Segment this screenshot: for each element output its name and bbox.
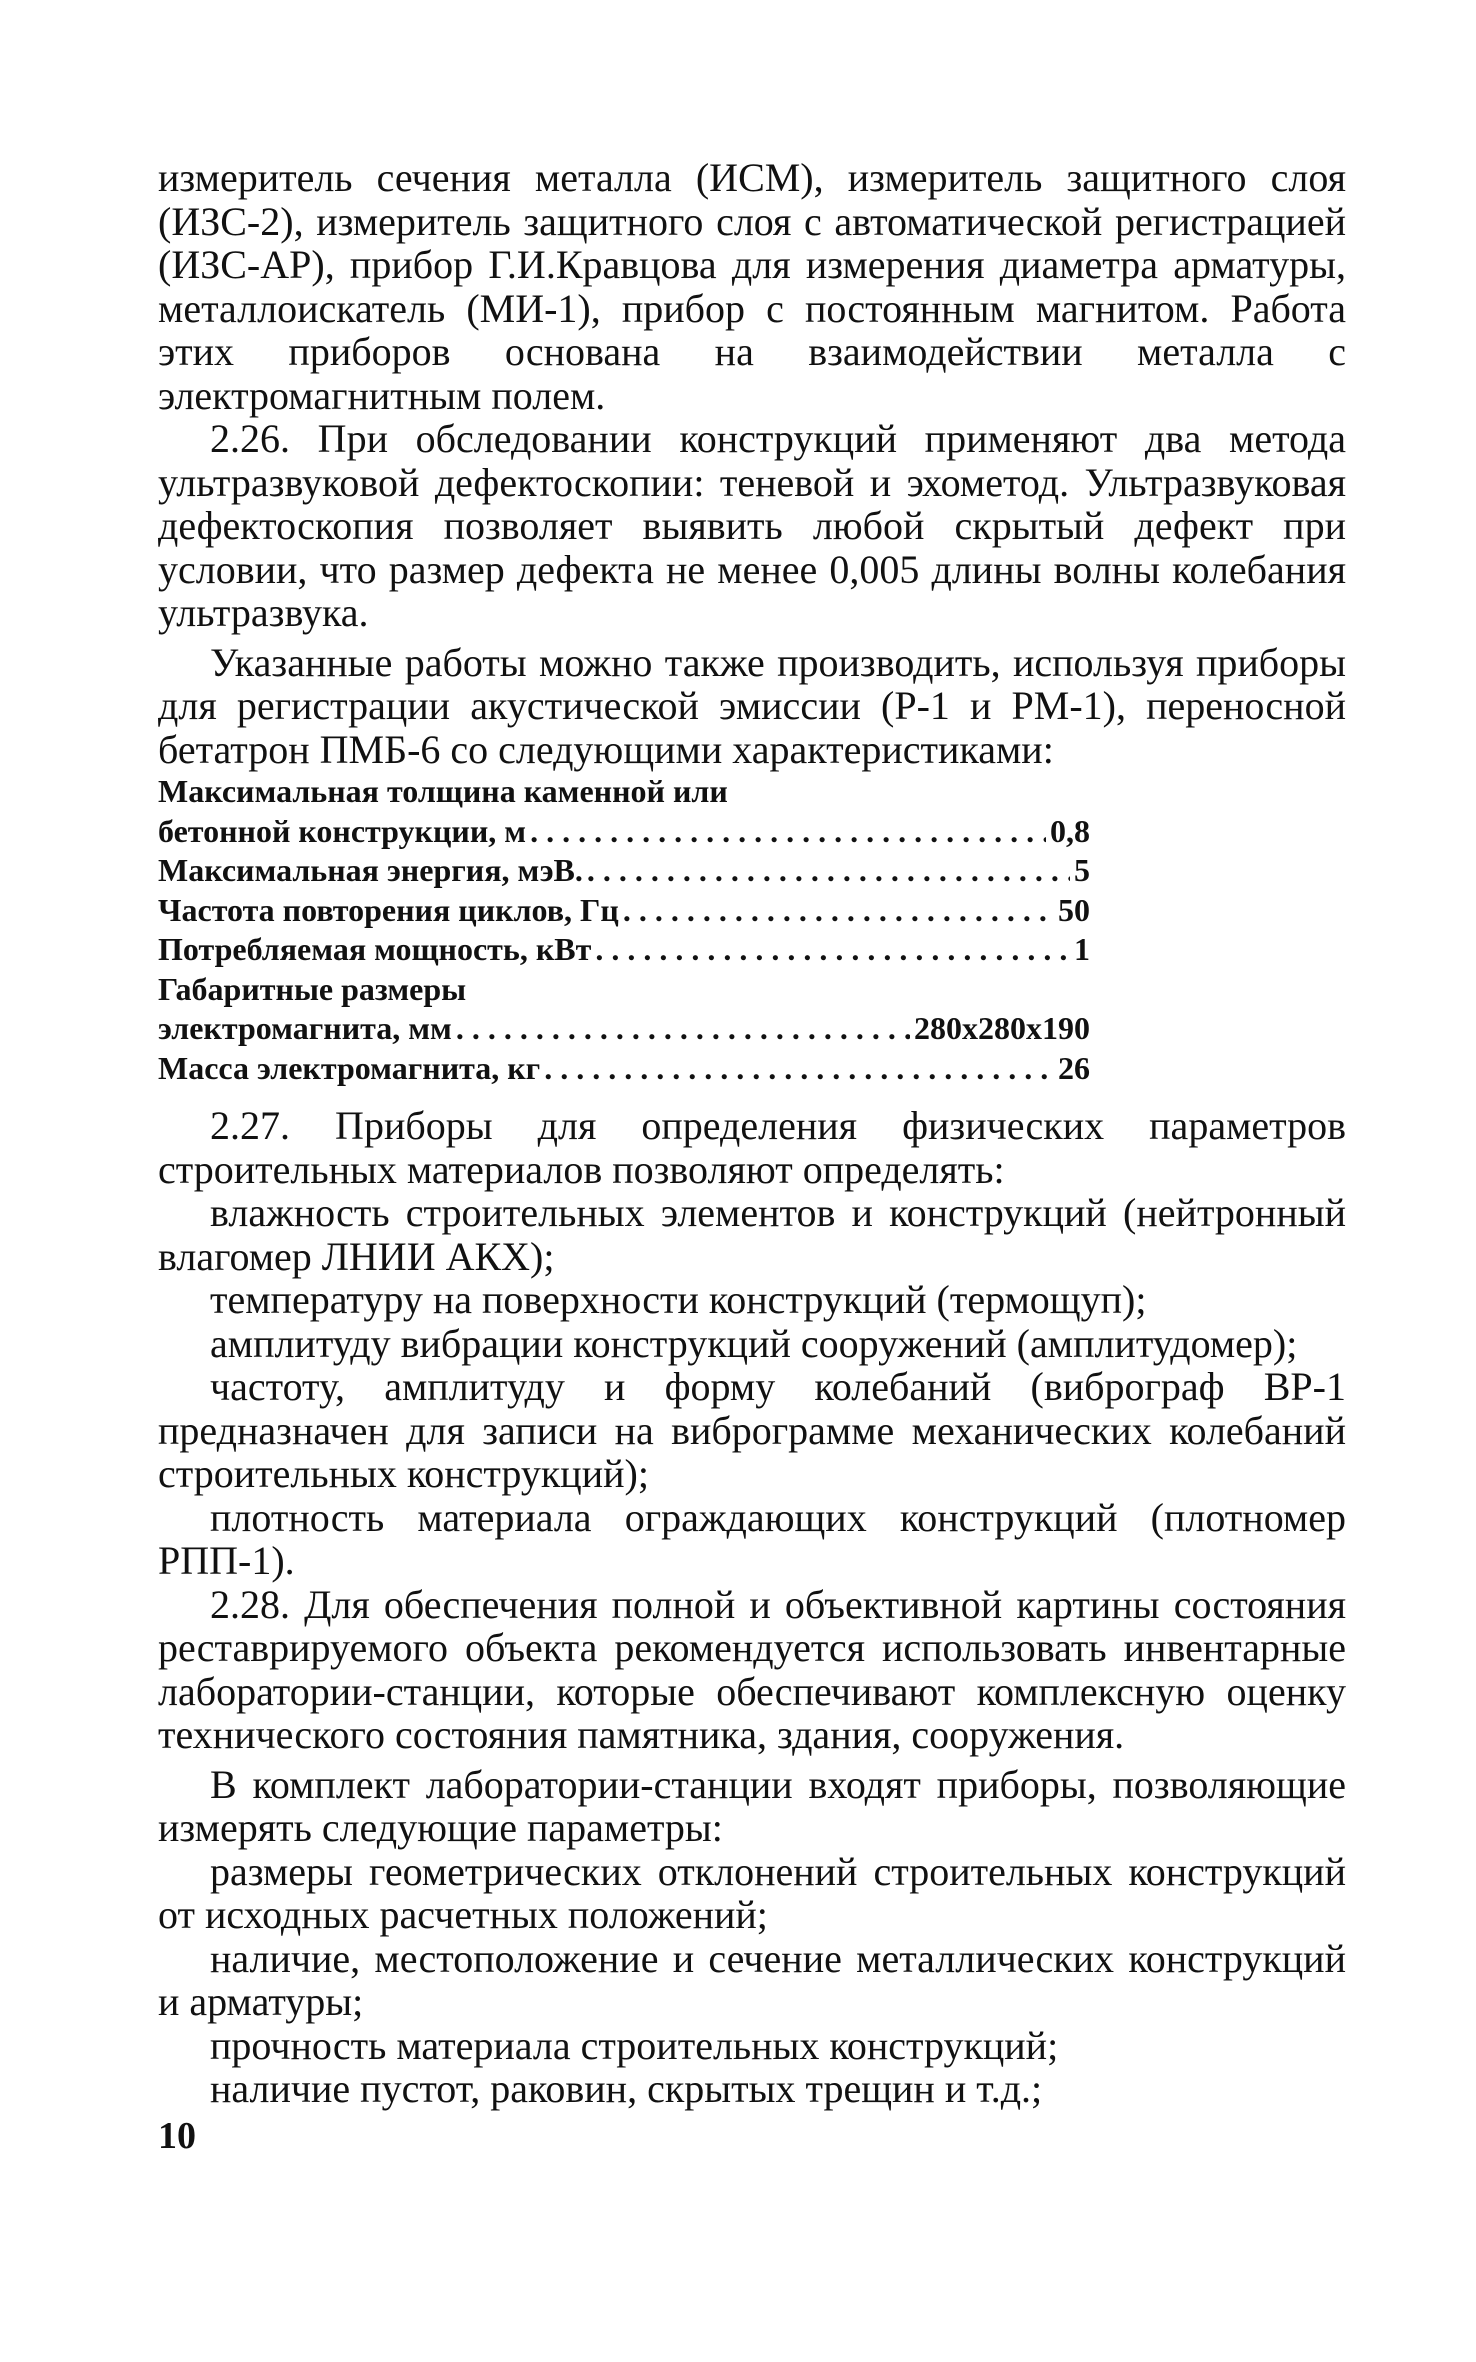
spec-row: [158, 812, 1090, 852]
leader-dots: [456, 1009, 910, 1049]
top-text-block: [158, 156, 1346, 771]
list-item-vibration: частоту, амплитуду и форму колебаний (виброграф ВР-1 предназначен для записи на виброграмме механических колебаний строительных конструкций);: [158, 1364, 1346, 1496]
leader-dots: [544, 1049, 1054, 1089]
spec-name: Потребляемая мощность, кВт: [158, 931, 592, 967]
spec-value: 280х280х190: [914, 1010, 1090, 1046]
spec-value: 0,8: [1050, 812, 1090, 849]
spec-row: [158, 851, 1090, 891]
list-item-strength: прочность материала строительных конструкций;: [210, 2022, 1059, 2068]
spec-value: 1: [1074, 931, 1090, 967]
spec-row: [158, 891, 1090, 931]
spec-value: 50: [1058, 891, 1090, 928]
leader-dots: [587, 851, 1070, 891]
leader-dots: [623, 891, 1054, 931]
spec-row: [158, 1009, 1090, 1049]
spec-row: [158, 1049, 1090, 1089]
list-item-temperature: температуру на поверхности конструкций (термощуп);: [210, 1277, 1147, 1322]
spec-row: [158, 930, 1090, 970]
spec-name: бетонной конструкции, м: [158, 812, 527, 849]
paragraph-betatron: Указанные работы можно также производить, используя приборы для регистрации акустической эмиссии (Р-1 и РМ-1), переносной бетатрон ПМБ-6 со следующими характеристиками:: [158, 639, 1346, 772]
list-item-moisture: влажность строительных элементов и конструкций (нейтронный влагомер ЛНИИ АКХ);: [158, 1190, 1346, 1279]
list-item-voids: наличие пустот, раковин, скрытых трещин и т.д.;: [210, 2066, 1043, 2111]
spec-name: Масса электромагнита, кг: [158, 1049, 541, 1086]
spec-value: 5: [1074, 852, 1090, 888]
leader-dots: [530, 812, 1046, 852]
bottom-text-block: [158, 1104, 1346, 2111]
spec-name: Максимальная толщина каменной или: [158, 773, 728, 809]
list-item-amplitude: амплитуду вибрации конструкций сооружений (амплитудомер);: [210, 1320, 1298, 1366]
paragraph-lab-kit: В комплект лаборатории-станции входят приборы, позволяющие измерять следующие параметры:: [158, 1761, 1346, 1850]
page-number: 10: [158, 2115, 196, 2157]
spec-row: [158, 772, 1090, 812]
paragraph-2-28: 2.28. Для обеспечения полной и объективной картины состояния реставрируемого объекта рекомендуется использовать инвентарные лаборатории-станции, которые обеспечивают комплексную оценку технического состояния памятника, здания, сооружения.: [158, 1581, 1346, 1757]
spec-name: Частота повторения циклов, Гц: [158, 891, 619, 928]
spec-value: 26: [1058, 1049, 1090, 1086]
spec-name: электромагнита, мм: [158, 1010, 452, 1046]
spec-name: Габаритные размеры: [158, 970, 467, 1007]
list-item-metal: наличие, местоположение и сечение металлических конструкций и арматуры;: [158, 1935, 1346, 2024]
paragraph-2-27: 2.27. Приборы для определения физических параметров строительных материалов позволяют определять:: [158, 1103, 1346, 1192]
list-item-geometry: размеры геометрических отклонений строительных конструкций от исходных расчетных положений;: [158, 1848, 1346, 1937]
paragraph-instruments-list: измеритель сечения металла (ИСМ), измеритель защитного слоя (ИЗС-2), измеритель защитного слоя с автоматической регистрацией (ИЗС-АР), прибор Г.И.Кравцова для измерения диаметра арматуры, металлоискатель (МИ-1), прибор с постоянным магнитом. Работа этих приборов основана на взаимодействии металла с электромагнитным полем.: [158, 155, 1346, 418]
betatron-spec-list: [158, 772, 1090, 1088]
list-item-density: плотность материала ограждающих конструкций (плотномер РПП-1).: [158, 1494, 1346, 1583]
spec-name: Максимальная энергия, мэВ.: [158, 852, 583, 888]
paragraph-2-26: 2.26. При обследовании конструкций применяют два метода ультразвуковой дефектоскопии: теневой и эхометод. Ультразвуковая дефектоскопия позволяет выявить любой скрытый дефект при условии, что размер дефекта не менее 0,005 длины волны колебания ультразвука.: [158, 416, 1346, 635]
leader-dots: [595, 930, 1070, 970]
spec-row: [158, 970, 1090, 1010]
